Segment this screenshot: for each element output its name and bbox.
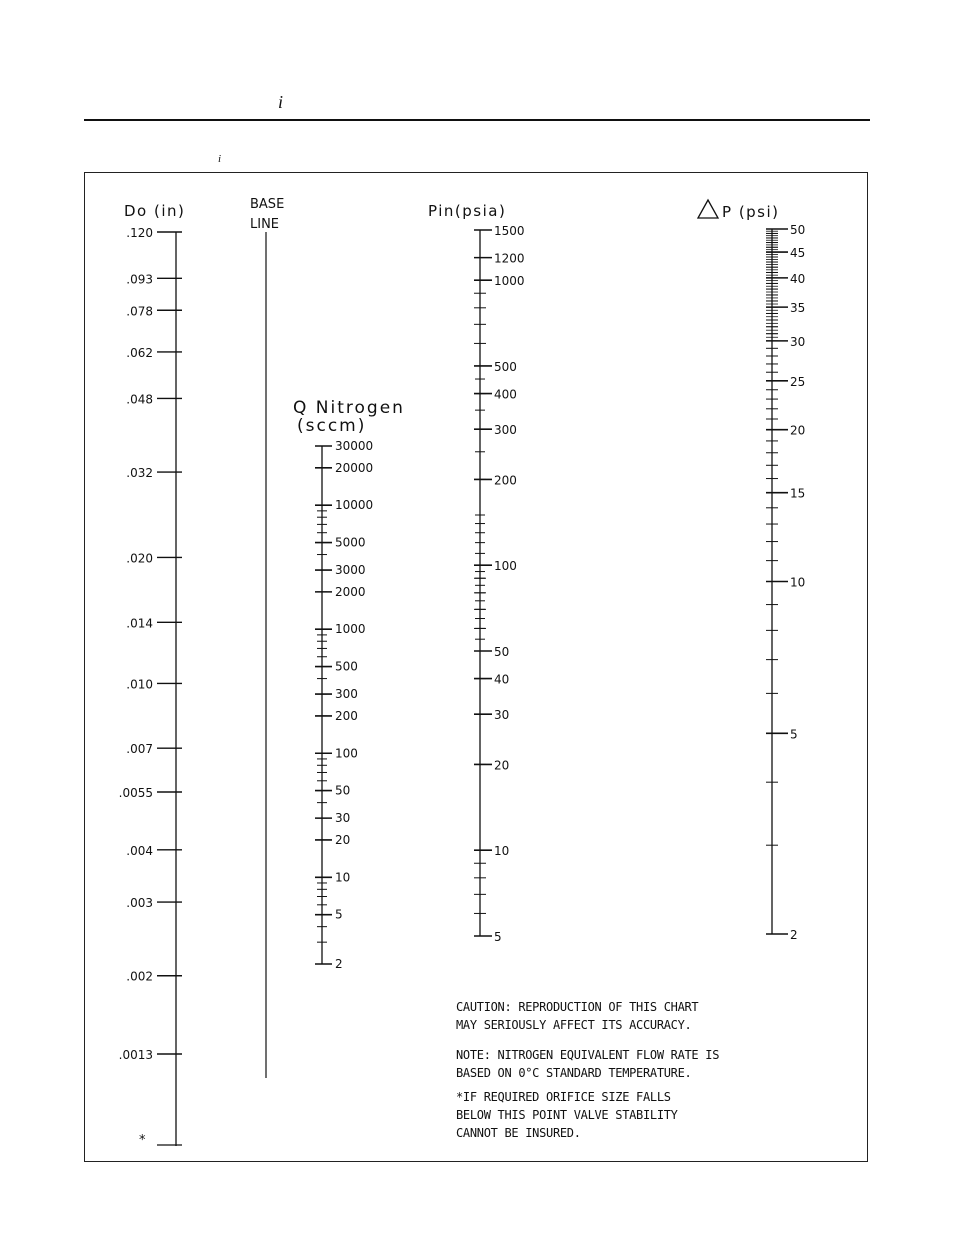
pin-tick-label: 400 — [494, 387, 517, 402]
dp-tick-label: 5 — [790, 727, 798, 742]
pin-tick-label: 300 — [494, 423, 517, 438]
pin-tick-label: 40 — [494, 672, 510, 687]
q-tick-label: 5 — [335, 907, 343, 922]
header-mark: i — [278, 92, 284, 112]
q-tick-label: 2 — [335, 957, 343, 971]
dp-tick-label: 45 — [790, 246, 806, 261]
q-tick-label: 20 — [335, 832, 351, 847]
pin-tick-label: 20 — [494, 758, 510, 773]
q-scale-title-2: (sccm) — [297, 416, 367, 436]
do-tick-label: .007 — [126, 742, 153, 757]
dp-scale-title: P (psi) — [722, 203, 780, 221]
pin-tick-label: 5 — [494, 930, 502, 944]
do-tick-label: .032 — [126, 466, 153, 481]
pin-tick-label: 1500 — [494, 224, 525, 238]
pin-tick-label: 100 — [494, 559, 517, 574]
dp-tick-label: 10 — [790, 575, 806, 590]
do-tick-label: * — [139, 1133, 146, 1148]
do-tick-label: .0013 — [118, 1048, 153, 1062]
base-line-title-2: LINE — [250, 217, 280, 232]
dp-tick-label: 35 — [790, 301, 806, 316]
dp-tick-label: 25 — [790, 374, 806, 389]
do-tick-label: .020 — [126, 551, 153, 566]
subheader-mark: i — [218, 153, 222, 165]
q-tick-label: 10000 — [335, 498, 374, 513]
pin-tick-label: 1200 — [494, 251, 525, 266]
do-tick-label: .002 — [126, 969, 153, 984]
do-tick-label: .014 — [126, 616, 153, 631]
pin-tick-label: 1000 — [494, 274, 525, 289]
pin-tick-label: 200 — [494, 473, 517, 488]
q-tick-label: 100 — [335, 746, 358, 761]
do-tick-label: .078 — [126, 304, 153, 319]
q-tick-label: 500 — [335, 659, 358, 674]
delta-icon — [698, 200, 718, 218]
do-tick-label: .003 — [126, 896, 153, 911]
pin-tick-label: 10 — [494, 844, 510, 859]
q-tick-label: 2000 — [335, 584, 366, 599]
dp-tick-label: 50 — [790, 223, 806, 237]
do-tick-label: .093 — [126, 272, 153, 287]
do-tick-label: .004 — [126, 843, 153, 858]
do-scale-title: Do (in) — [124, 202, 186, 220]
pin-tick-label: 50 — [494, 644, 510, 659]
q-tick-label: 300 — [335, 687, 358, 702]
do-tick-label: .120 — [126, 226, 153, 240]
caution-note: CAUTION: REPRODUCTION OF THIS CHART MAY SERIOUSLY AFFECT ITS ACCURACY. — [456, 1000, 699, 1032]
pin-tick-label: 500 — [494, 359, 517, 374]
q-tick-label: 30000 — [335, 439, 374, 453]
do-tick-label: .062 — [126, 345, 153, 360]
dp-tick-label: 40 — [790, 271, 806, 286]
q-tick-label: 50 — [335, 783, 351, 798]
dp-tick-label: 30 — [790, 334, 806, 349]
dp-tick-label: 20 — [790, 423, 806, 438]
q-tick-label: 200 — [335, 708, 358, 723]
pin-tick-label: 30 — [494, 708, 510, 723]
q-tick-label: 1000 — [335, 622, 366, 637]
nitrogen-note: NOTE: NITROGEN EQUIVALENT FLOW RATE IS BASED ON 0°C STANDARD TEMPERATURE. — [456, 1048, 720, 1080]
do-tick-label: .048 — [126, 392, 153, 407]
q-tick-label: 3000 — [335, 563, 366, 578]
dp-tick-label: 15 — [790, 486, 806, 501]
pin-scale-title: Pin(psia) — [428, 202, 507, 220]
do-tick-label: .010 — [126, 677, 153, 692]
q-tick-label: 30 — [335, 811, 351, 826]
q-tick-label: 20000 — [335, 460, 374, 475]
q-scale-title-1: Q Nitrogen — [293, 398, 405, 418]
base-line-title-1: BASE — [250, 197, 285, 212]
dp-tick-label: 2 — [790, 928, 798, 942]
do-tick-label: .0055 — [118, 785, 153, 800]
asterisk-note: *IF REQUIRED ORIFICE SIZE FALLS BELOW THIS POINT VALVE STABILITY CANNOT BE INSURED. — [456, 1090, 678, 1140]
q-tick-label: 10 — [335, 870, 351, 885]
q-tick-label: 5000 — [335, 535, 366, 550]
